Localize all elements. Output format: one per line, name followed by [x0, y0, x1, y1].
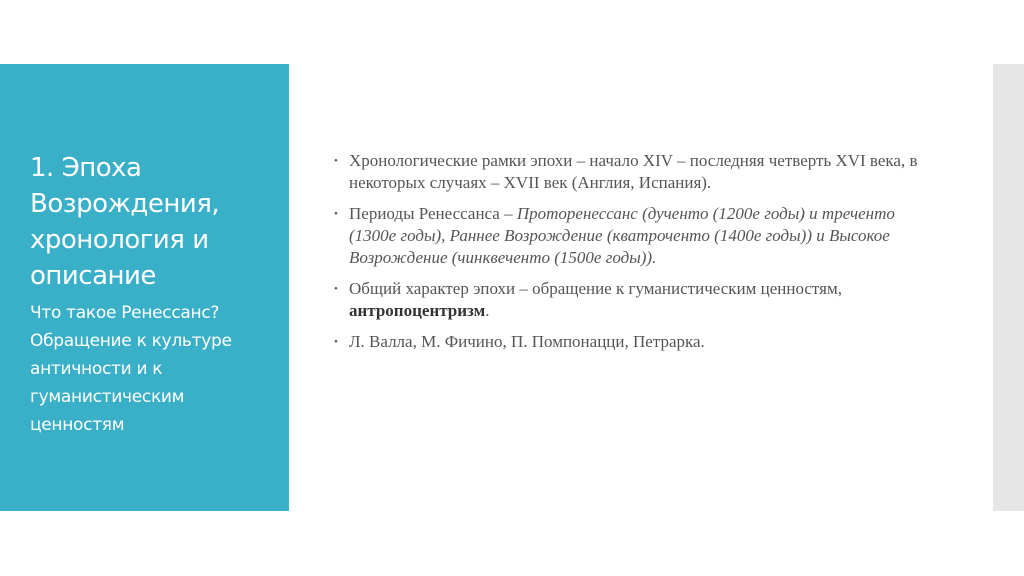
bullet-text-bold: антропоцентризм [349, 301, 486, 320]
bullet-dot-icon: • [334, 155, 338, 167]
right-scrollbar-strip [993, 64, 1024, 511]
bullet-dot-icon: • [334, 208, 338, 220]
bullet-item-chronology [333, 150, 933, 194]
bullet-text-lead: Периоды Ренессанса – [349, 204, 517, 223]
bullet-dot-icon: • [334, 283, 338, 295]
slide-title: 1. Эпоха Возрождения, хронология и описание [30, 153, 220, 291]
bullet-text: Л. Валла, М. Фичино, П. Помпонацци, Петрарка. [349, 332, 705, 351]
bullet-text-lead: Общий характер эпохи – обращение к гуманистическим ценностям, [349, 279, 842, 298]
bullet-item-periods [333, 203, 933, 269]
bullet-text-italic: Проторенессанс (дученто (1200е годы) и треченто (1300е годы), Раннее Возрождение (кватроченто (1400е годы)) и Высокое Возрождение (чинквеченто (1500е годы)) [349, 204, 895, 267]
bullet-list [333, 150, 933, 362]
bullet-text-tail: . [652, 248, 657, 267]
bullet-item-character [333, 278, 933, 322]
bullet-text-tail: . [485, 301, 490, 320]
bullet-text: Хронологические рамки эпохи – начало XIV – последняя четверть XVI века, в некоторых случаях – XVII век (Англия, Испания). [349, 151, 918, 192]
bullet-dot-icon: • [334, 336, 338, 348]
slide-subtitle: Что такое Ренессанс? Обращение к культуре античности и к гуманистическим ценностям [30, 303, 232, 435]
bullet-item-names [333, 331, 933, 353]
